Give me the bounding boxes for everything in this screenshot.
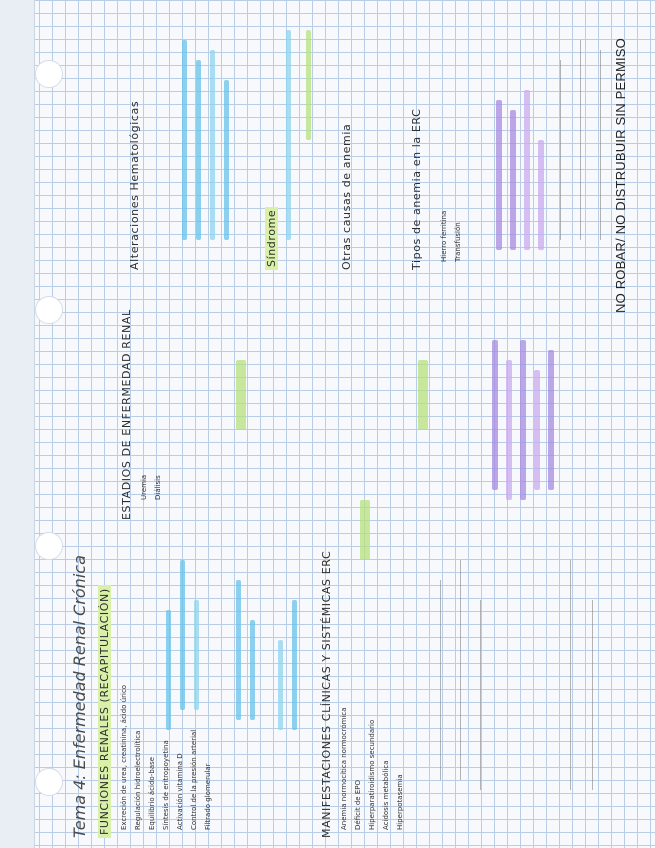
highlight-mark [278,640,283,730]
highlight-mark [224,80,229,240]
note-line: Filtrado glomerular [204,763,212,830]
handwriting-stroke [592,600,593,790]
heading-manifestaciones: MANIFESTACIONES CLÍNICAS Y SISTÉMICAS ERC [320,550,333,838]
highlight-mark [506,360,512,500]
page-title: Tema 4: Enfermedad Renal Crónica [70,555,89,838]
highlight-mark [306,30,311,140]
highlight-mark [360,500,370,560]
highlight-mark [510,110,516,250]
note-line: Transfusión [454,222,462,262]
note-line: Hiperpotasemia [396,774,404,830]
highlight-mark [250,620,255,720]
watermark [600,10,640,340]
highlight-mark [182,40,187,240]
page-margin [0,0,35,848]
highlight-mark [236,360,246,430]
highlight-mark [548,350,554,490]
heading-funciones-renales: FUNCIONES RENALES (RECAPITULACIÓN) [98,585,111,838]
highlight-mark [292,600,297,730]
highlight-mark [520,340,526,500]
note-line: Síntesis de eritropoyetina [162,740,170,830]
heading-otras-causas: Otras causas de anemia [340,123,353,270]
note-line: Anemia normocítica normocrómica [340,707,348,830]
handwriting-stroke [440,580,441,780]
highlight-mark [418,360,428,430]
highlight-mark [538,140,544,250]
note-line: Hierro ferritina [440,210,448,262]
highlight-mark [492,340,498,490]
highlight-mark [210,50,215,240]
heading-sindrome: Síndrome [265,207,278,270]
heading-estadios: ESTADIOS DE ENFERMEDAD RENAL [120,309,133,520]
note-line: Déficit de EPO [354,780,362,830]
handwriting-stroke [460,560,461,780]
heading-alteraciones: Alteraciones Hematológicas [128,100,141,270]
handwritten-notes [40,0,600,848]
highlight-mark [534,370,540,490]
note-line: Hiperparatiroidismo secundario [368,719,376,830]
highlight-mark [286,30,291,240]
note-line: Excreción de urea, creatinina, ácido úrico [120,684,128,830]
handwriting-stroke [480,600,481,790]
handwriting-stroke [560,60,561,240]
highlight-mark [194,600,199,710]
highlight-mark [166,610,171,730]
handwriting-stroke [580,40,581,240]
handwriting-stroke [570,560,571,790]
note-line: Equilibrio ácido-base [148,756,156,830]
highlight-mark [236,580,241,720]
highlight-mark [180,560,185,710]
highlight-mark [496,100,502,250]
note-line: Uremia [140,474,148,500]
highlight-mark [196,60,201,240]
note-line: Acidosis metabólica [382,760,390,830]
highlight-mark [524,90,530,250]
note-line: Regulación hidroelectrolítica [134,730,142,830]
watermark-text: NO ROBAR/ NO DISTRUBUIR SIN PERMISO [612,37,628,313]
note-line: Control de la presión arterial [190,729,198,830]
note-line: Activación vitamina D [176,753,184,830]
note-line: Diálisis [154,475,162,500]
heading-tipos-anemia: Tipos de anemia en la ERC [410,108,423,270]
handwriting-stroke [600,50,601,240]
